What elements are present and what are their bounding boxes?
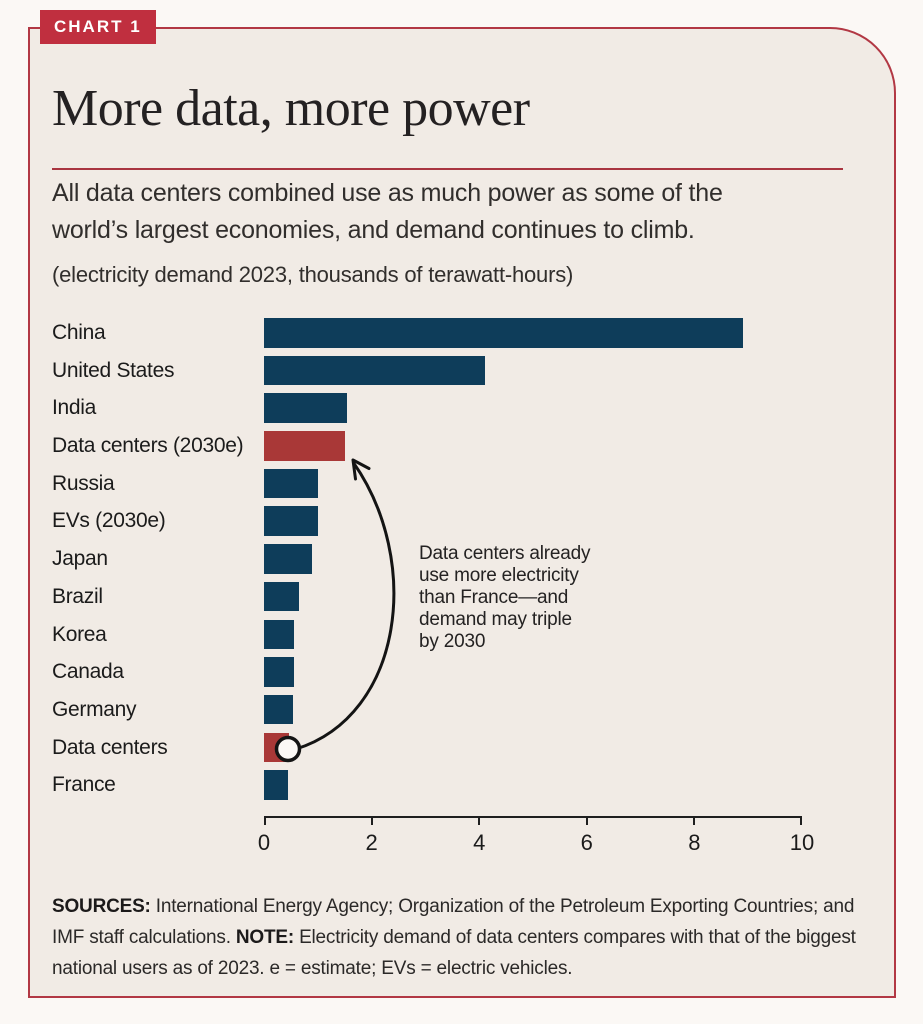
bar — [264, 770, 288, 800]
sources-label: SOURCES: — [52, 896, 151, 917]
bar-label: Canada — [52, 660, 124, 684]
bar — [264, 469, 318, 499]
bar-label: Data centers (2030e) — [52, 434, 244, 458]
x-axis-tick — [693, 816, 695, 825]
bar-row — [52, 729, 868, 767]
bar — [264, 318, 743, 348]
bar-track — [264, 469, 802, 499]
bar-row — [52, 427, 868, 465]
bar-track — [264, 356, 802, 386]
x-axis-tick — [800, 816, 802, 825]
chart-subtitle: All data centers combined use as much power as some of the world’s largest economies, and demand continues to climb. — [52, 179, 723, 244]
x-axis — [257, 816, 815, 876]
bar — [264, 695, 293, 725]
bar-label: China — [52, 321, 106, 344]
bar-label: Korea — [52, 622, 107, 646]
bar-row — [52, 502, 868, 540]
annotation-line: use more electricity — [419, 565, 579, 586]
bar — [264, 657, 294, 687]
bar-track — [264, 733, 802, 763]
bar-row — [52, 314, 868, 352]
bar-label: Brazil — [52, 584, 103, 608]
annotation-line: demand may triple — [419, 609, 572, 630]
bar-label: Japan — [52, 547, 108, 571]
bar — [264, 506, 318, 536]
title-divider — [52, 168, 843, 170]
bar-row — [52, 465, 868, 503]
bar-row — [52, 766, 868, 804]
x-axis-tick — [371, 816, 373, 825]
bar-track — [264, 770, 802, 800]
annotation-text — [419, 543, 639, 653]
bar-row — [52, 691, 868, 729]
bar-label: Data centers — [52, 735, 168, 759]
unit-note: (electricity demand 2023, thousands of terawatt-hours) — [52, 262, 574, 287]
note-text: Electricity demand of data centers compares with that of the biggest national users as of 2023. e = estimate; EVs = electric vehicles. — [52, 927, 856, 979]
chart-number-badge: CHART 1 — [40, 10, 156, 44]
chart-card — [28, 17, 896, 998]
bar-track — [264, 657, 802, 687]
bar-row — [52, 352, 868, 390]
bar-label: Russia — [52, 471, 115, 495]
bar — [264, 431, 345, 461]
annotation-line: than France—and — [419, 587, 569, 608]
bar-row — [52, 653, 868, 691]
x-axis-tick-label: 6 — [580, 830, 593, 855]
bar — [264, 393, 347, 423]
annotation-line: by 2030 — [419, 631, 486, 652]
x-axis-tick-label: 2 — [365, 830, 378, 855]
bar — [264, 544, 312, 574]
bar — [264, 356, 485, 386]
bar-label: Germany — [52, 697, 137, 721]
x-axis-tick — [264, 816, 266, 825]
x-axis-tick — [478, 816, 480, 825]
bar-label: EVs (2030e) — [52, 509, 166, 533]
bar-track — [264, 393, 802, 423]
bar-track — [264, 506, 802, 536]
x-axis-line — [264, 816, 802, 818]
bar — [264, 733, 289, 763]
x-axis-tick-label: 4 — [473, 830, 486, 855]
bar-track — [264, 431, 802, 461]
annotation-line: Data centers already — [419, 543, 591, 564]
bar-row — [52, 389, 868, 427]
bar-label: India — [52, 396, 97, 420]
page-title: More data, more power — [52, 80, 530, 137]
bar-label: United States — [52, 358, 175, 382]
sources-text: International Energy Agency; Organization of the Petroleum Exporting Countries; and IMF staff calculations. — [52, 896, 855, 948]
x-axis-tick-label: 0 — [257, 830, 271, 855]
source-note — [52, 891, 868, 984]
note-label: NOTE: — [235, 927, 294, 948]
bar-label: France — [52, 773, 116, 797]
bar-track — [264, 318, 802, 348]
bar-track — [264, 695, 802, 725]
x-axis-tick-label: 10 — [789, 830, 815, 855]
x-axis-tick-label: 8 — [688, 830, 701, 855]
bar — [264, 620, 294, 650]
bar — [264, 582, 299, 612]
x-axis-tick — [586, 816, 588, 825]
